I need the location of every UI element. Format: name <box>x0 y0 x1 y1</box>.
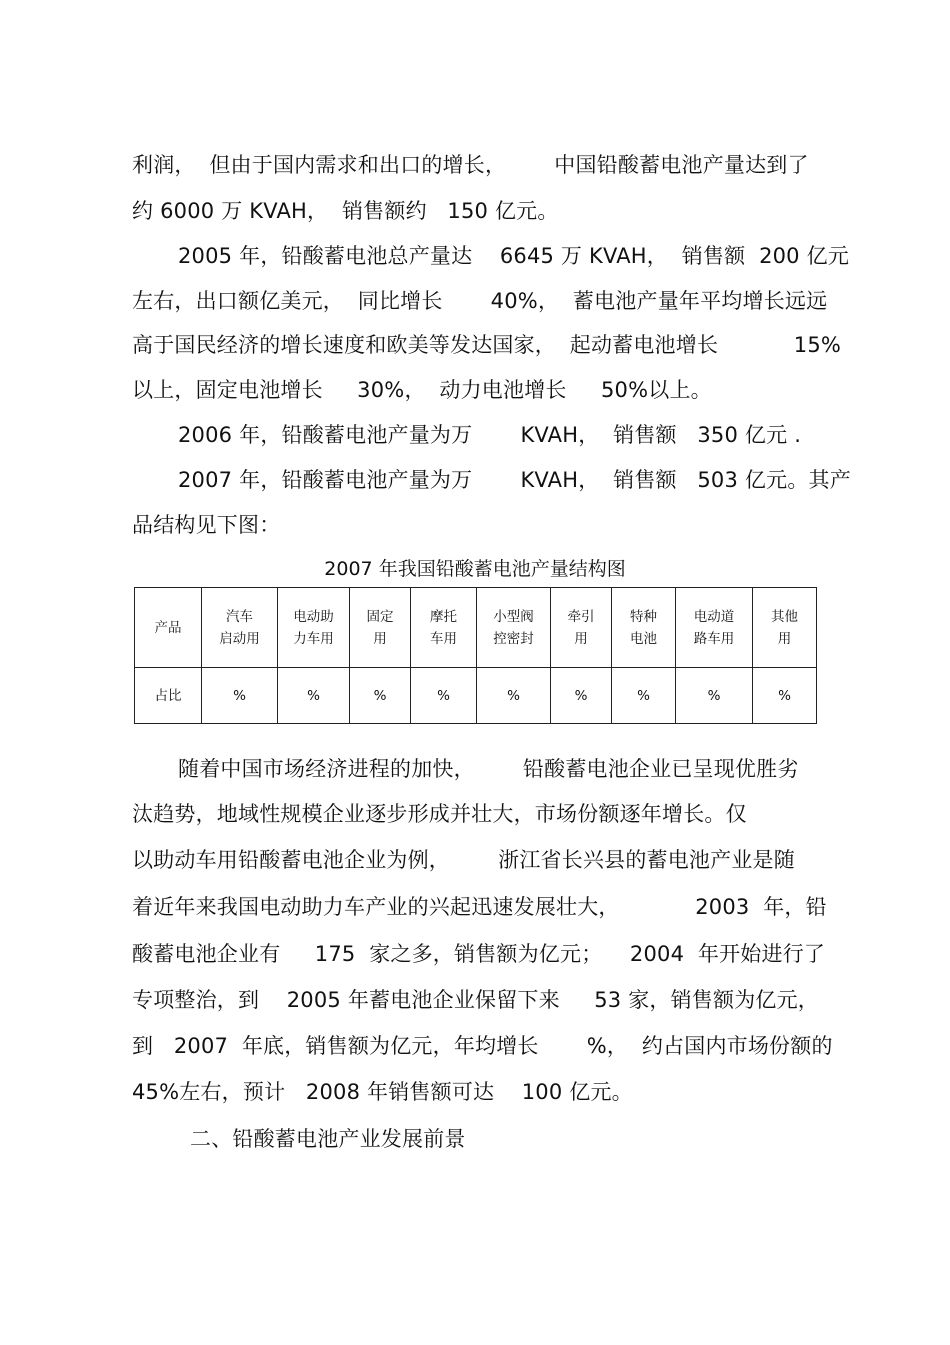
table-row <box>135 668 817 724</box>
paragraph-line: 酸蓄电池企业有 175 家之多，销售额为亿元； 2004 年开始进行了 <box>132 942 826 966</box>
paragraph-line: 专项整治，到 2005 年蓄电池企业保留下来 53 家，销售额为亿元， <box>132 988 819 1012</box>
table-cell: % <box>612 668 676 724</box>
table-cell: % <box>278 668 350 724</box>
section-heading: 二、铅酸蓄电池产业发展前景 <box>190 1127 466 1151</box>
paragraph-line: 利润， 但由于国内需求和出口的增长， 中国铅酸蓄电池产量达到了 <box>132 153 809 177</box>
paragraph-line: 品结构见下图： <box>132 513 281 537</box>
paragraph-line: 2006 年，铅酸蓄电池产量为万 KVAH， 销售额 350 亿元 . <box>178 423 802 447</box>
column-header: 小型阀 控密封 <box>477 588 551 668</box>
row-header-ratio: 占比 <box>135 668 202 724</box>
table-cell: % <box>477 668 551 724</box>
row-header-product: 产品 <box>135 588 202 668</box>
table-cell: % <box>676 668 753 724</box>
paragraph-line: 高于国民经济的增长速度和欧美等发达国家， 起动蓄电池增长 15% <box>132 333 842 357</box>
product-structure-table <box>134 587 817 724</box>
table-cell: % <box>350 668 411 724</box>
column-header: 摩托 车用 <box>411 588 477 668</box>
column-header: 汽车 启动用 <box>202 588 278 668</box>
table-cell: % <box>551 668 612 724</box>
paragraph-line: 到 2007 年底，销售额为亿元，年均增长 %， 约占国内市场份额的 <box>132 1034 833 1058</box>
paragraph-line: 45%左右，预计 2008 年销售额可达 100 亿元。 <box>132 1080 633 1104</box>
paragraph-line: 汰趋势，地域性规模企业逐步形成并壮大，市场份额逐年增长。仅 <box>132 802 747 826</box>
column-header: 固定 用 <box>350 588 411 668</box>
column-header: 特种 电池 <box>612 588 676 668</box>
table-caption: 2007 年我国铅酸蓄电池产量结构图 <box>324 558 626 580</box>
table-cell: % <box>411 668 477 724</box>
paragraph-line: 左右，出口额亿美元， 同比增长 40%， 蓄电池产量年平均增长远远 <box>132 289 828 313</box>
table-header-row <box>135 588 817 668</box>
column-header: 电动助 力车用 <box>278 588 350 668</box>
paragraph-line: 2007 年，铅酸蓄电池产量为万 KVAH， 销售额 503 亿元。其产 <box>178 468 851 492</box>
paragraph-line: 着近年来我国电动助力车产业的兴起迅速发展壮大， 2003 年，铅 <box>132 895 827 919</box>
paragraph-line: 以助动车用铅酸蓄电池企业为例， 浙江省长兴县的蓄电池产业是随 <box>132 848 795 872</box>
column-header: 牵引 用 <box>551 588 612 668</box>
paragraph-line: 约 6000 万 KVAH， 销售额约 150 亿元。 <box>132 199 559 223</box>
table-cell: % <box>753 668 817 724</box>
column-header: 电动道 路车用 <box>676 588 753 668</box>
column-header: 其他 用 <box>753 588 817 668</box>
paragraph-line: 以上，固定电池增长 30%， 动力电池增长 50%以上。 <box>132 378 712 402</box>
paragraph-line: 随着中国市场经济进程的加快， 铅酸蓄电池企业已呈现优胜劣 <box>178 757 799 781</box>
paragraph-line: 2005 年，铅酸蓄电池总产量达 6645 万 KVAH， 销售额 200 亿元 <box>178 244 850 268</box>
table-cell: % <box>202 668 278 724</box>
